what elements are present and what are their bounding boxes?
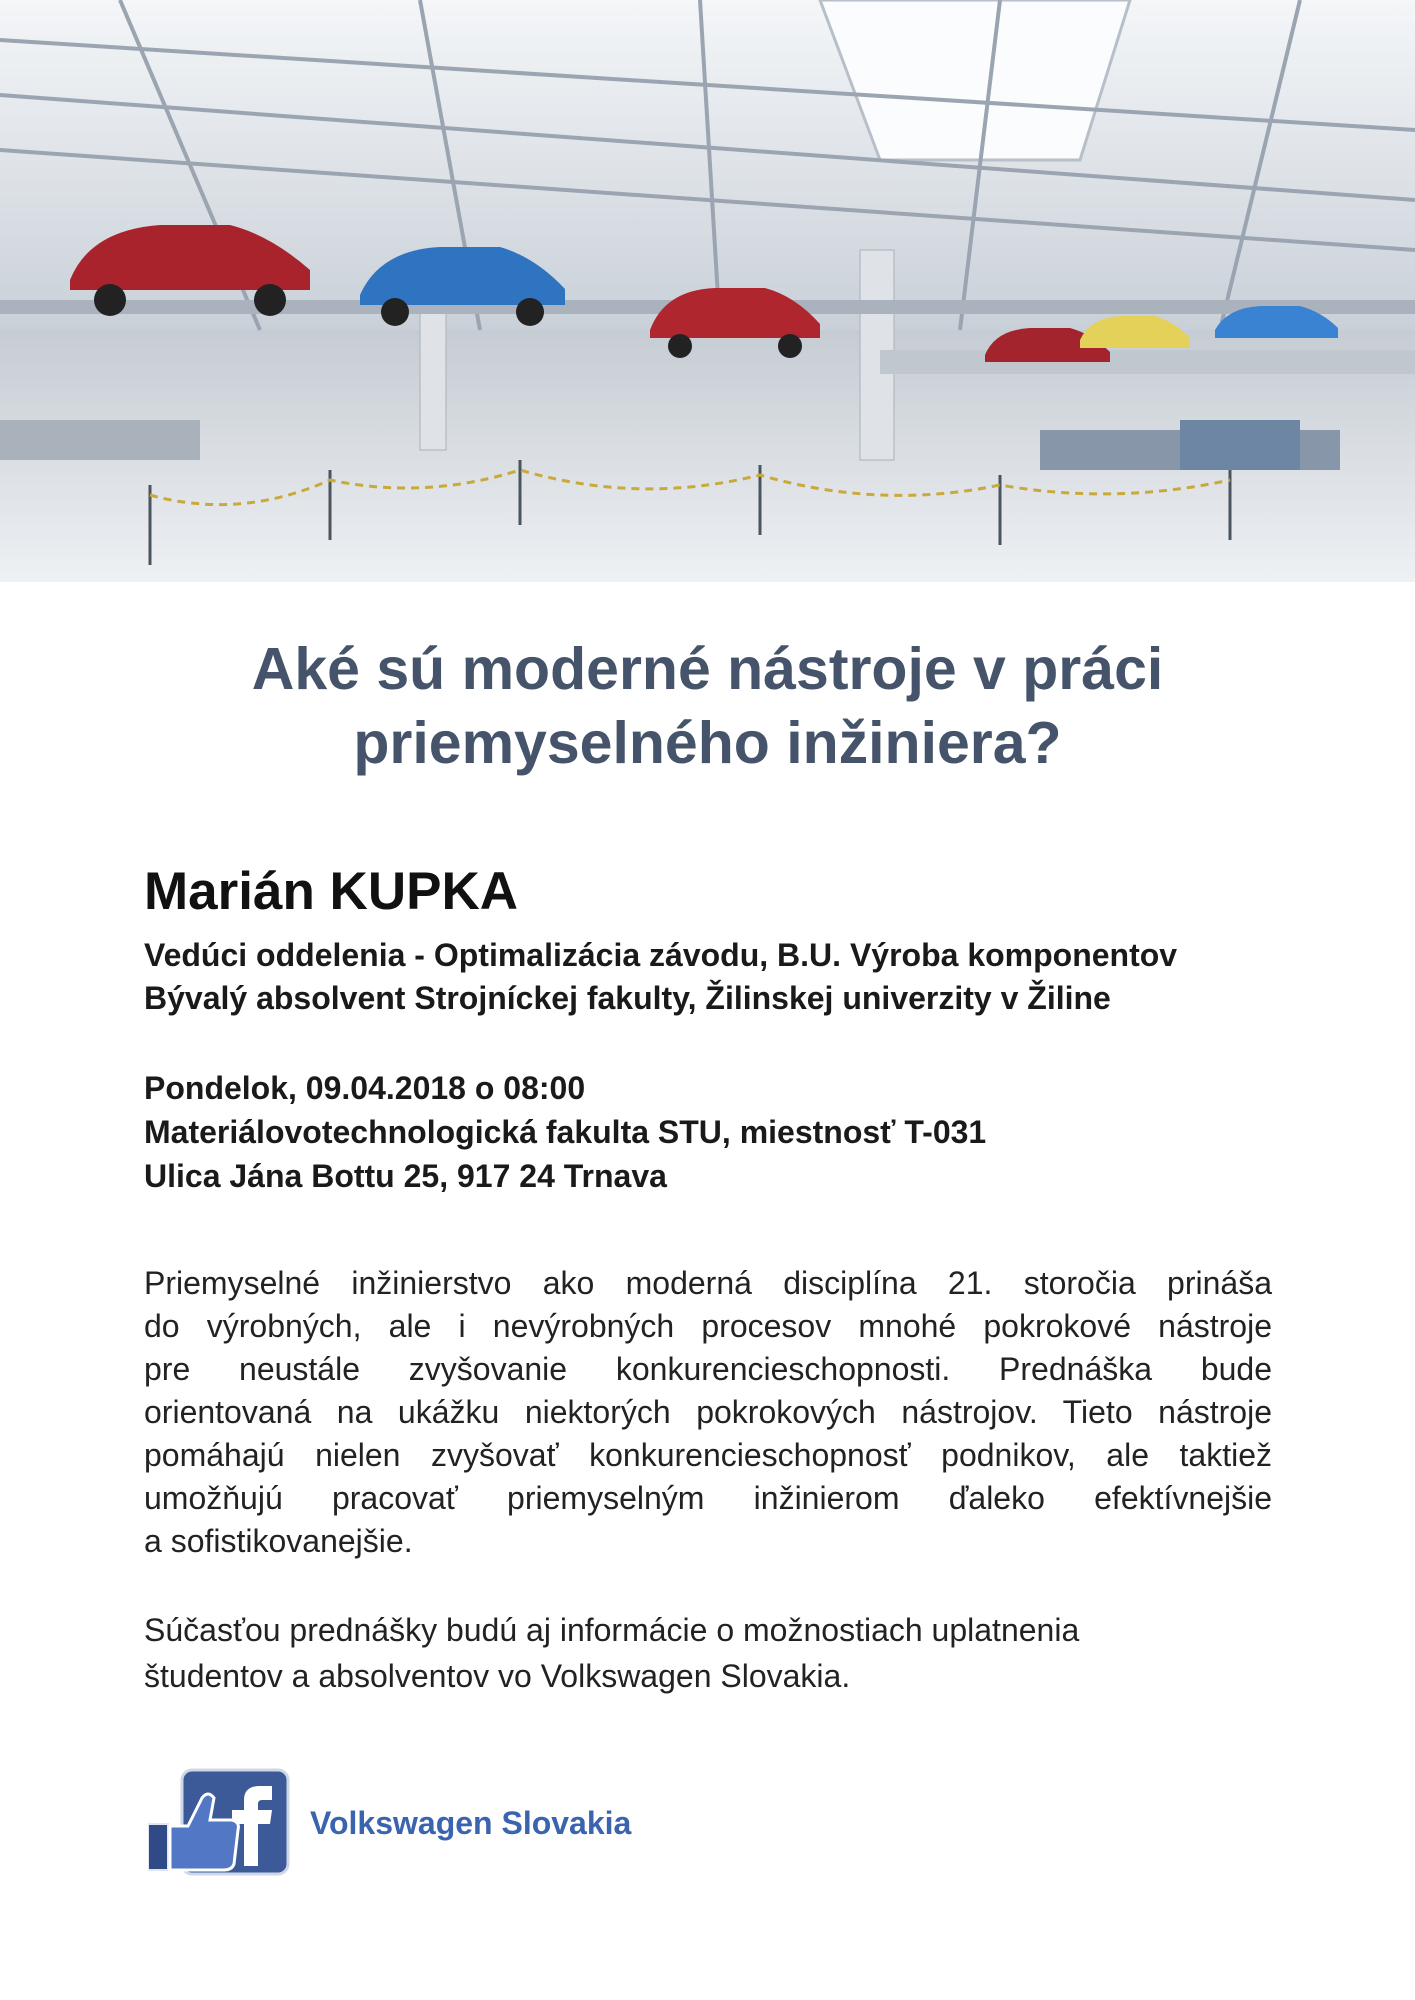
description-line: pre neustále zvyšovanie konkurencieschopnosti. Prednáška bude xyxy=(144,1351,1272,1387)
title-line-2: priemyselného inžiniera? xyxy=(353,710,1062,776)
speaker-role-line-2: Bývalý absolvent Strojníckej fakulty, Žilinskej univerzity v Žiline xyxy=(144,980,1111,1016)
description-line: do výrobných, ale i nevýrobných procesov mnohé pokrokové nástroje xyxy=(144,1308,1272,1344)
description-line: a sofistikovanejšie. xyxy=(144,1523,413,1559)
facebook-like-icon[interactable] xyxy=(148,1768,292,1876)
lecture-title xyxy=(0,632,1415,780)
career-info xyxy=(144,1607,1079,1699)
career-info-line-1: Súčasťou prednášky budú aj informácie o možnostiach uplatnenia xyxy=(144,1612,1080,1648)
description-line: orientovaná na ukážku niektorých pokrokových nástrojov. Tieto nástroje xyxy=(144,1394,1272,1430)
speaker-role xyxy=(144,934,1177,1020)
speaker-role-line-1: Vedúci oddelenia - Optimalizácia závodu, B.U. Výroba komponentov xyxy=(144,937,1178,973)
event-address: Ulica Jána Bottu 25, 917 24 Trnava xyxy=(144,1158,667,1194)
event-details xyxy=(144,1066,986,1198)
event-place: Materiálovotechnologická fakulta STU, miestnosť T-031 xyxy=(144,1114,987,1150)
title-line-1: Aké sú moderné nástroje v práci xyxy=(251,636,1164,702)
description-line: Priemyselné inžinierstvo ako moderná disciplína 21. storočia prináša xyxy=(144,1265,1272,1301)
lecture-description xyxy=(144,1262,1272,1563)
speaker-name: Marián KUPKA xyxy=(144,862,519,921)
facebook-page-link[interactable]: Volkswagen Slovakia xyxy=(310,1805,632,1841)
description-line: pomáhajú nielen zvyšovať konkurencieschopnosť podnikov, ale taktiež xyxy=(144,1437,1272,1473)
career-info-line-2: študentov a absolventov vo Volkswagen Slovakia. xyxy=(144,1658,851,1694)
description-line: umožňujú pracovať priemyselným inžinierom ďaleko efektívnejšie xyxy=(144,1480,1272,1516)
event-datetime: Pondelok, 09.04.2018 o 08:00 xyxy=(144,1070,586,1106)
factory-hero-image xyxy=(0,0,1415,582)
